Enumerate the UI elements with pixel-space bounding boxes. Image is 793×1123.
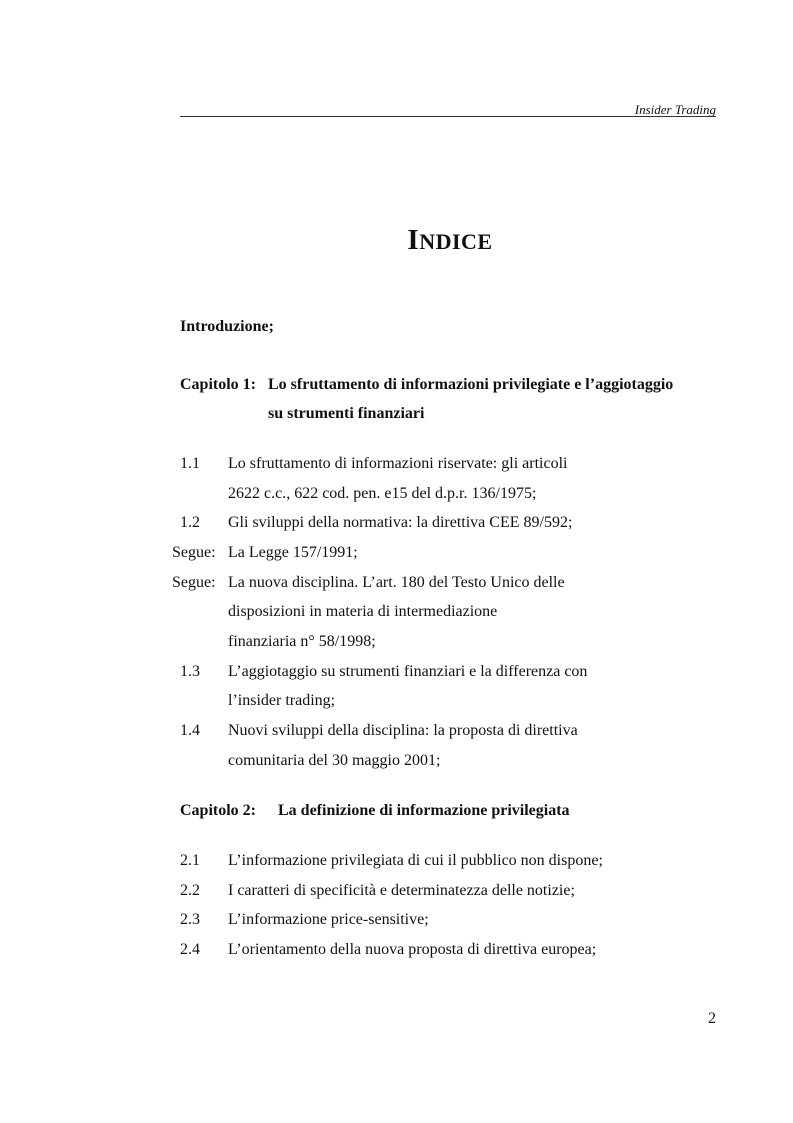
title-first-letter: I — [407, 224, 420, 256]
toc-item-text: Gli sviluppi della normativa: la direttiva CEE 89/592; — [228, 514, 573, 531]
toc-item-text: Nuovi sviluppi della disciplina: la proposta di direttiva — [228, 722, 578, 739]
toc-item-text: L’informazione privilegiata di cui il pubblico non dispone; — [228, 852, 603, 869]
chapter1-title-line1: Lo sfruttamento di informazioni privilegiate e l’aggiotaggio — [268, 376, 674, 393]
toc-introduction: Introduzione; — [180, 318, 274, 335]
chapter1-label: Capitolo 1: — [180, 376, 256, 393]
toc-item-number: Segue: — [172, 544, 216, 561]
toc-item-number: 1.4 — [180, 722, 200, 739]
toc-item-text: comunitaria del 30 maggio 2001; — [228, 752, 441, 769]
toc-item-text: Lo sfruttamento di informazioni riservate: gli articoli — [228, 455, 568, 472]
running-header: Insider Trading — [634, 102, 716, 117]
chapter2-title: La definizione di informazione privilegiata — [278, 802, 570, 819]
toc-item-number: 1.2 — [180, 514, 200, 531]
toc-item-text: 2622 c.c., 622 cod. pen. e15 del d.p.r. 136/1975; — [228, 485, 537, 502]
toc-item-text: La nuova disciplina. L’art. 180 del Testo Unico delle — [228, 574, 565, 591]
toc-item-text: L’aggiotaggio su strumenti finanziari e la differenza con — [228, 663, 588, 680]
toc-item-text: L’informazione price-sensitive; — [228, 911, 429, 928]
toc-item-number: 1.1 — [180, 455, 200, 472]
toc-item-number: 2.2 — [180, 882, 200, 899]
toc-item-text: finanziaria n° 58/1998; — [228, 633, 376, 650]
toc-item-text: disposizioni in materia di intermediazione — [228, 603, 498, 620]
chapter1-title-line2: su strumenti finanziari — [268, 405, 425, 422]
title-rest: NDICE — [419, 229, 493, 254]
toc-item-text: I caratteri di specificità e determinatezza delle notizie; — [228, 882, 575, 899]
toc-item-number: 1.3 — [180, 663, 200, 680]
toc-item-number: 2.1 — [180, 852, 200, 869]
toc-item-text: La Legge 157/1991; — [228, 544, 358, 561]
header-rule — [180, 116, 716, 117]
toc-item-text: L’orientamento della nuova proposta di direttiva europea; — [228, 941, 597, 958]
page-title — [0, 224, 793, 257]
toc-item-text: l’insider trading; — [228, 692, 336, 709]
toc-item-number: 2.3 — [180, 911, 200, 928]
page-number: 2 — [708, 1010, 716, 1027]
toc-item-number: 2.4 — [180, 941, 200, 958]
toc-item-number: Segue: — [172, 574, 216, 591]
chapter2-label: Capitolo 2: — [180, 802, 256, 819]
